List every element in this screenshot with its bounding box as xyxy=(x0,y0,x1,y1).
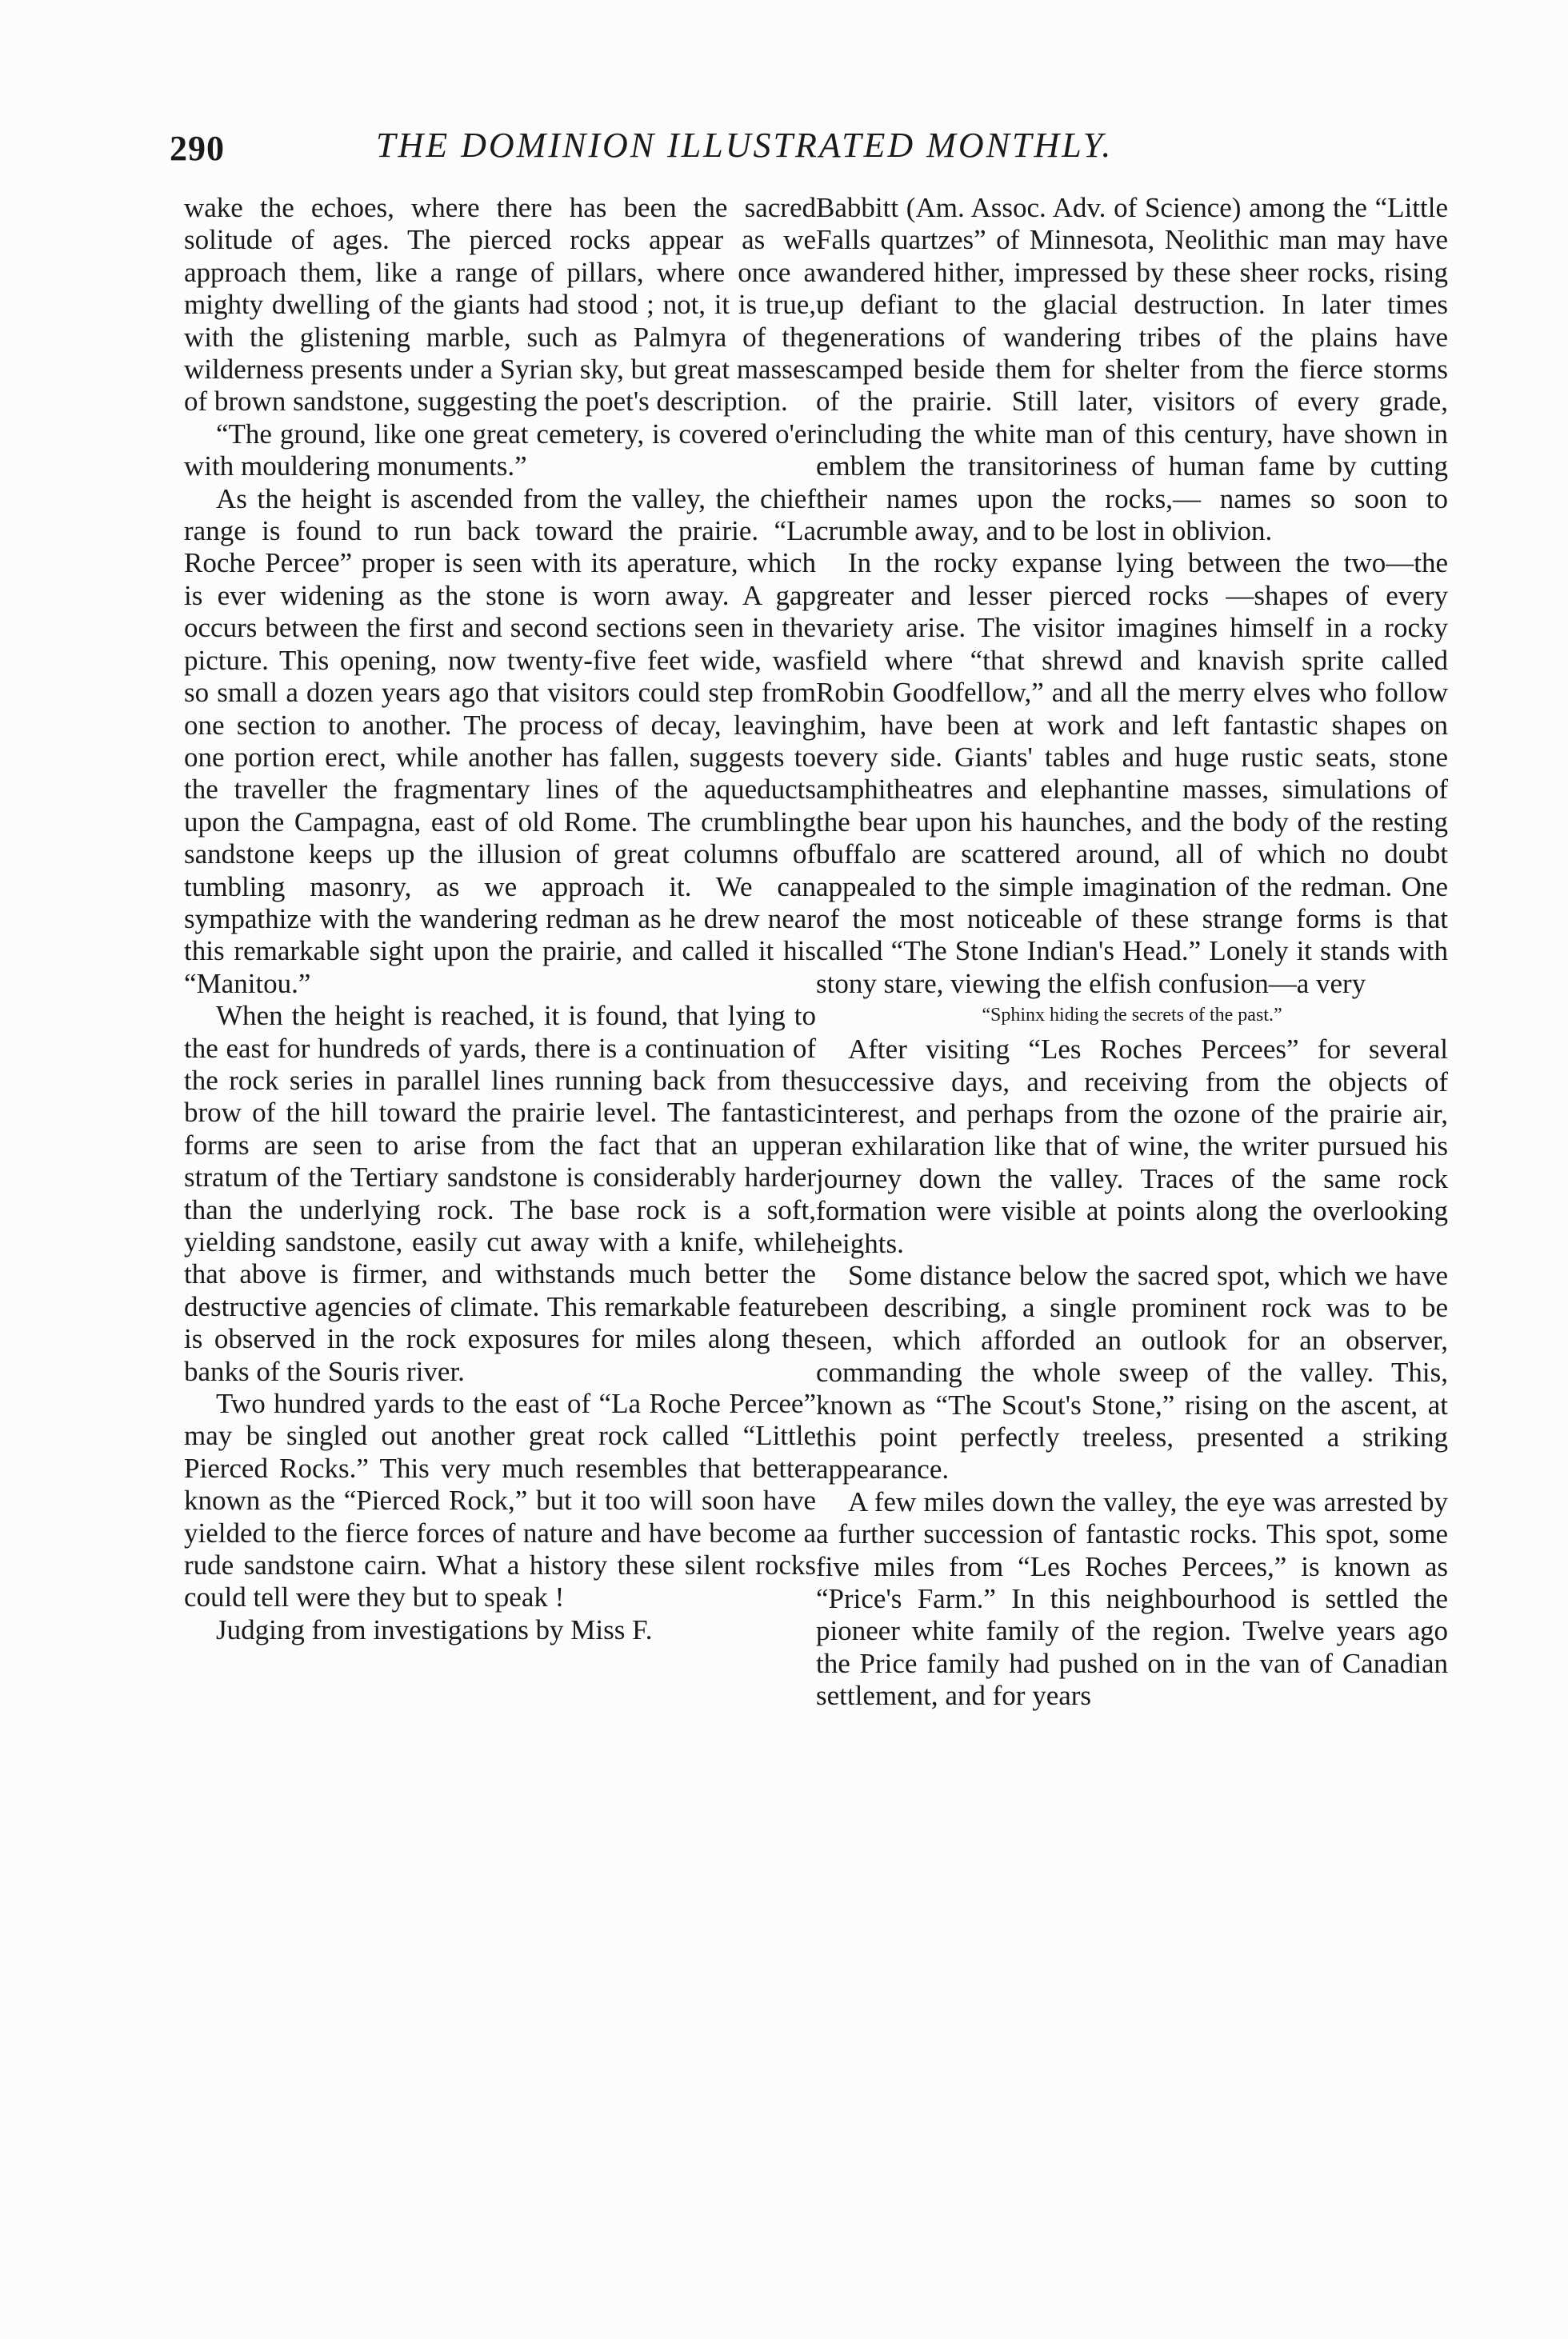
paragraph: Judging from investigations by Miss F. xyxy=(216,1613,653,1645)
paragraph: After visiting “Les Roches Percees” for several successive days, and receiving from the objects of interest, and perhaps from the ozone of the prairie air, an exhilaration like that of wine, the writer pursued his journey down the valley. Traces of the same rock formation were visible at points along the overlooking heights. xyxy=(816,1034,1448,1259)
paragraph: Some distance below the sacred spot, which we have been describing, a single prominent rock was to be seen, which afforded an outlook for an observer, commanding the whole sweep of the valley. This, known as “The Scout's Stone,” rising on the ascent, at this point perfectly treeless, presented a striking appearance. xyxy=(816,1260,1448,1485)
paragraph: When the height is reached, it is found, that lying to the east for hundreds of yards, there is a continuation of the rock series in parallel lines running back from the brow of the hill toward the prairie level. The fantastic forms are seen to arise from the fact that an upper stratum of the Tertiary sandstone is considerably harder than the underlying rock. The base rock is a soft, yielding sandstone, easily cut away with a knife, while that above is firmer, and withstands much better the destructive agencies of climate. This remarkable feature is observed in the rock exposures for miles along the banks of the Souris river. xyxy=(184,1000,816,1387)
paragraph: wake the echoes, where there has been the sacred solitude of ages. The pierced rocks appear as we approach them, like a range of pillars, where once a mighty dwelling of the giants had stood ; not, it is true, with the glistening marble, such as Palmyra of the wilderness presents under a Syrian sky, but great masses of brown sandstone, suggesting the poet's description. xyxy=(184,192,816,418)
paragraph: In the rocky expanse lying between the two—the greater and lesser pierced rocks —shapes of every variety arise. The visitor imagines himself in a rocky field where “that shrewd and knavish sprite called Robin Goodfellow,” and all the merry elves who follow him, have been at work and left fantastic shapes on every side. Giants' tables and huge rustic seats, stone amphitheatres and elephantine masses, simulations of the bear upon his haunches, and the body of the resting buffalo are scattered around, all of which no doubt appealed to the simple imagination of the redman. One of the most noticeable of these strange forms is that called “The Stone Indian's Head.” Lonely it stands with stony stare, viewing the elfish confusion—a very xyxy=(816,547,1448,999)
paragraph: As the height is ascended from the valley, the chief range is found to run back toward the prairie. “La Roche Percee” proper is seen with its aperature, which is ever widening as the stone is worn away. A gap occurs between the first and second sections seen in the picture. This opening, now twenty-five feet wide, was so small a dozen years ago that visitors could step from one section to another. The process of decay, leaving one portion erect, while another has fallen, suggests to the traveller the fragmentary lines of the aqueducts upon the Campagna, east of old Rome. The crumbling sandstone keeps up the illusion of great columns of tumbling masonry, as we approach it. We can sympathize with the wandering redman as he drew near this remarkable sight upon the prairie, and called it his “Manitou.” xyxy=(184,482,816,999)
page-number: 290 xyxy=(170,129,225,168)
left-column xyxy=(184,192,816,1646)
paragraph: A few miles down the valley, the eye was arrested by a further succession of fantastic rocks. This spot, some five miles from “Les Roches Percees,” is known as “Price's Farm.” In this neighbourhood is settled the pioneer white family of the region. Twelve years ago the Price family had pushed on in the van of Canadian settlement, and for years xyxy=(816,1485,1448,1712)
right-column xyxy=(816,192,1448,1713)
block-quote: “Sphinx hiding the secrets of the past.” xyxy=(982,1005,1282,1026)
paragraph: Two hundred yards to the east of “La Roche Percee” may be singled out another great rock called “Little Pierced Rocks.” This very much resembles that better known as the “Pierced Rock,” but it too will soon have yielded to the fierce forces of nature and have become a rude sandstone cairn. What a history these silent rocks could tell were they but to speak ! xyxy=(184,1388,816,1613)
paragraph: “The ground, like one great cemetery, is covered o'er with mouldering monuments.” xyxy=(184,418,816,482)
paragraph: Babbitt (Am. Assoc. Adv. of Science) among the “Little Falls quartzes” of Minnesota, Neolithic man may have wandered hither, impressed by these sheer rocks, rising up defiant to the glacial destruction. In later times generations of wandering tribes of the plains have camped beside them for shelter from the fierce storms of the prairie. Still later, visitors of every grade, including the white man of this century, have shown in emblem the transitoriness of human fame by cutting their names upon the rocks,— names so soon to crumble away, and to be lost in oblivion. xyxy=(816,192,1448,547)
running-head: THE DOMINION ILLUSTRATED MONTHLY. xyxy=(376,126,1114,165)
